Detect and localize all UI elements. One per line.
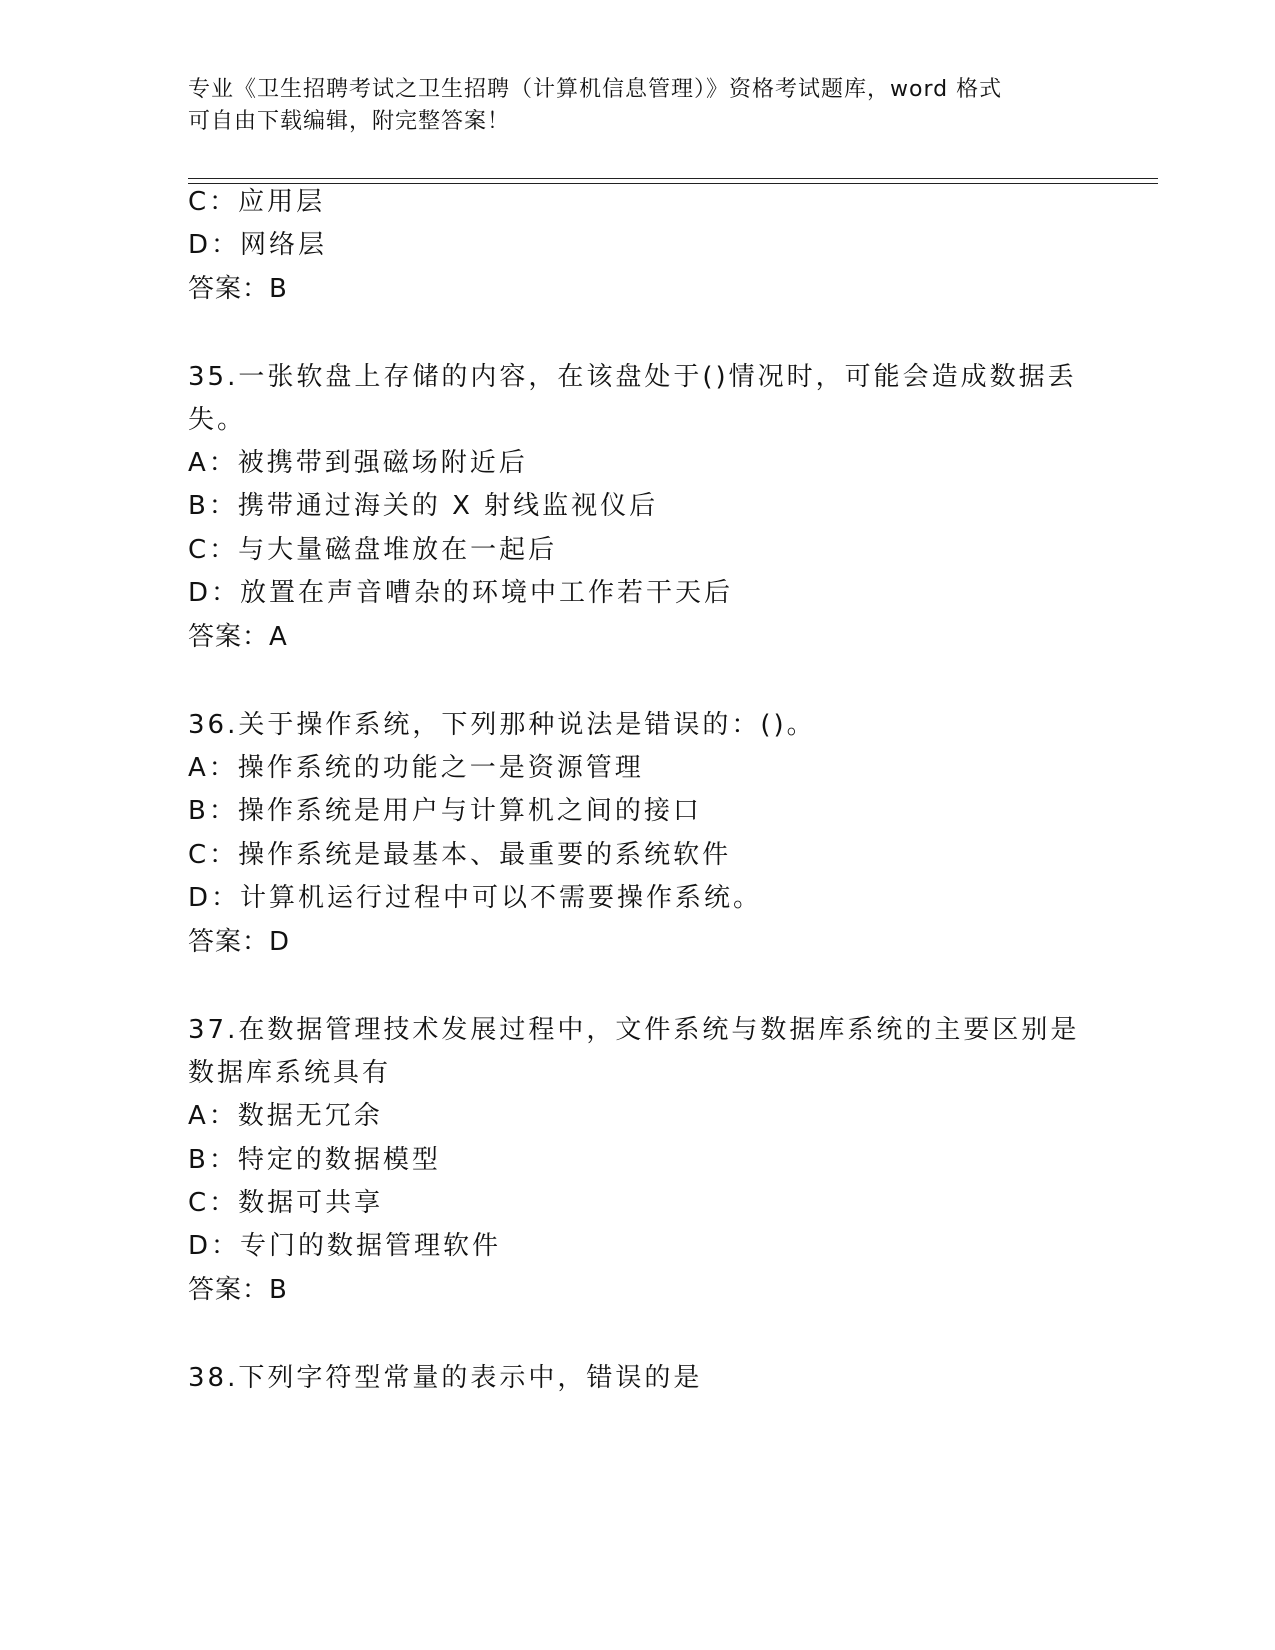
q38-stem-line-1: 38.下列字符型常量的表示中，错误的是 — [188, 1363, 703, 1393]
prev-option-c: C：应用层 — [188, 187, 326, 217]
q37-stem-line-1: 37.在数据管理技术发展过程中，文件系统与数据库系统的主要区别是 — [188, 1015, 1080, 1045]
q37-option-b: B：特定的数据模型 — [188, 1145, 441, 1175]
prev-answer: 答案：B — [188, 274, 288, 304]
header-line-1: 专业《卫生招聘考试之卫生招聘（计算机信息管理）》资格考试题库，word 格式 — [188, 77, 1003, 102]
q36-answer: 答案：D — [188, 927, 291, 957]
q35-option-c: C：与大量磁盘堆放在一起后 — [188, 535, 558, 565]
q37-option-a: A：数据无冗余 — [188, 1101, 383, 1131]
q36-option-d: D：计算机运行过程中可以不需要操作系统。 — [188, 883, 763, 913]
q35-stem-line-2: 失。 — [188, 405, 247, 435]
prev-option-d: D：网络层 — [188, 230, 328, 260]
q36-stem-line-1: 36.关于操作系统，下列那种说法是错误的：()。 — [188, 710, 816, 740]
q37-option-c: C：数据可共享 — [188, 1188, 384, 1218]
q36-option-b: B：操作系统是用户与计算机之间的接口 — [188, 796, 702, 826]
q36-option-a: A：操作系统的功能之一是资源管理 — [188, 753, 644, 783]
header-line-2: 可自由下载编辑，附完整答案！ — [188, 109, 511, 134]
q35-option-b: B：携带通过海关的 X 射线监视仪后 — [188, 491, 659, 521]
q36-option-c: C：操作系统是最基本、最重要的系统软件 — [188, 840, 732, 870]
q35-answer: 答案：A — [188, 622, 288, 652]
q37-option-d: D：专门的数据管理软件 — [188, 1231, 502, 1261]
q35-option-a: A：被携带到强磁场附近后 — [188, 448, 528, 478]
q35-stem-line-1: 35.一张软盘上存储的内容，在该盘处于()情况时，可能会造成数据丢 — [188, 362, 1077, 392]
q37-answer: 答案：B — [188, 1275, 288, 1305]
q37-stem-line-2: 数据库系统具有 — [188, 1058, 392, 1088]
header-divider-top — [188, 178, 1158, 179]
q35-option-d: D：放置在声音嘈杂的环境中工作若干天后 — [188, 578, 734, 608]
header-divider-bottom — [188, 183, 1158, 184]
document-header — [188, 74, 1068, 138]
